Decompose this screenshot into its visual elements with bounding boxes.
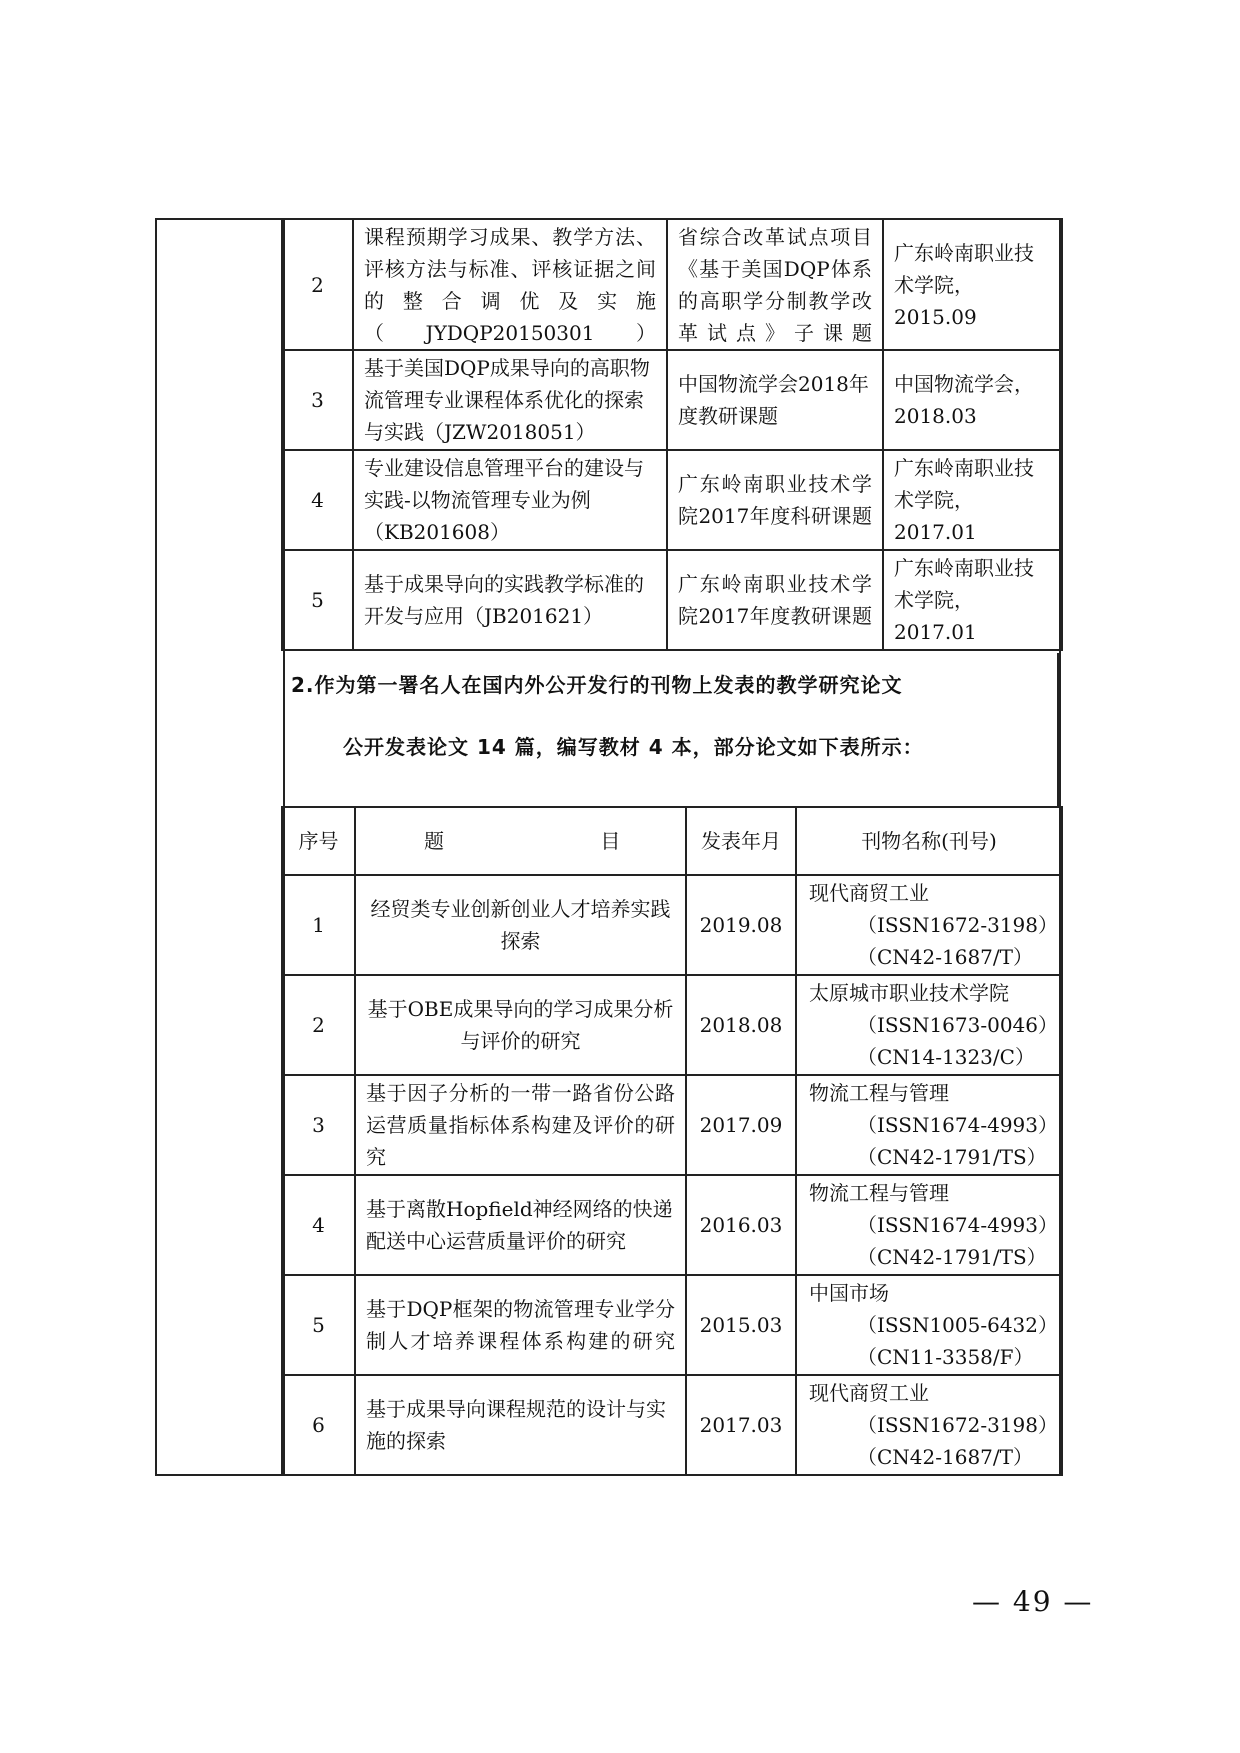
table-row: [282, 875, 1062, 975]
paper-date: 2017.09: [686, 1075, 796, 1175]
journal-name: 现代商贸工业: [809, 1381, 929, 1405]
project-title: 基于美国DQP成果导向的高职物流管理专业课程体系优化的探索与实践（JZW2018051）: [353, 350, 667, 450]
paper-no: 4: [282, 1175, 355, 1275]
section-heading: 2.作为第一署名人在国内外公开发行的刊物上发表的教学研究论文: [291, 673, 903, 697]
journal-issn: （ISSN1005-6432）: [857, 1313, 1059, 1337]
project-org-date: 中国物流学会，2018.03: [883, 350, 1062, 450]
paper-journal: [796, 1275, 1062, 1375]
paper-no: 2: [282, 975, 355, 1075]
journal-name: 中国市场: [809, 1281, 889, 1305]
papers-section: [283, 653, 1059, 806]
paper-title: 经贸类专业创新创业人才培养实践探索: [355, 875, 686, 975]
paper-date: 2016.03: [686, 1175, 796, 1275]
journal-issn: （ISSN1674-4993）: [857, 1113, 1059, 1137]
paper-date: 2017.03: [686, 1375, 796, 1475]
table-row: [282, 219, 1062, 350]
paper-journal: [796, 1375, 1062, 1475]
project-source: 中国物流学会2018年度教研课题: [667, 350, 883, 450]
table-row: [282, 1075, 1062, 1175]
paper-journal: [796, 1075, 1062, 1175]
paper-title: 基于DQP框架的物流管理专业学分制人才培养课程体系构建的研究: [355, 1275, 686, 1375]
journal-issn: （ISSN1672-3198）: [857, 913, 1059, 937]
project-no: 2: [282, 219, 353, 350]
paper-no: 5: [282, 1275, 355, 1375]
journal-cn: （CN14-1323/C）: [857, 1045, 1035, 1069]
paper-journal: [796, 875, 1062, 975]
paper-title: 基于离散Hopfield神经网络的快递配送中心运营质量评价的研究: [355, 1175, 686, 1275]
paper-date: 2019.08: [686, 875, 796, 975]
journal-cn: （CN42-1687/T）: [857, 1445, 1033, 1469]
paper-title: 基于OBE成果导向的学习成果分析与评价的研究: [355, 975, 686, 1075]
header-title-char-a: 题: [424, 829, 444, 853]
header-journal: 刊物名称(刊号): [796, 807, 1062, 875]
projects-table: [281, 218, 1063, 651]
header-title: [355, 807, 686, 875]
paper-journal: [796, 975, 1062, 1075]
journal-issn: （ISSN1674-4993）: [857, 1213, 1059, 1237]
journal-name: 物流工程与管理: [809, 1081, 949, 1105]
table-row: [282, 1175, 1062, 1275]
table-header-row: [282, 807, 1062, 875]
table-row: [282, 350, 1062, 450]
table-row: [282, 1375, 1062, 1475]
papers-table: [281, 806, 1063, 1476]
journal-cn: （CN11-3358/F）: [857, 1345, 1034, 1369]
paper-no: 1: [282, 875, 355, 975]
project-no: 5: [282, 550, 353, 650]
journal-issn: （ISSN1672-3198）: [857, 1413, 1059, 1437]
paper-title: 基于因子分析的一带一路省份公路运营质量指标体系构建及评价的研究: [355, 1075, 686, 1175]
table-row: [282, 550, 1062, 650]
table-row: [282, 975, 1062, 1075]
journal-cn: （CN42-1791/TS）: [857, 1145, 1047, 1169]
header-no: 序号: [282, 807, 355, 875]
journal-name: 现代商贸工业: [809, 881, 929, 905]
paper-no: 3: [282, 1075, 355, 1175]
header-title-char-b: 目: [600, 829, 621, 853]
project-source: 广东岭南职业技术学院2017年度科研课题: [667, 450, 883, 550]
journal-name: 物流工程与管理: [809, 1181, 949, 1205]
project-source: 省综合改革试点项目《基于美国DQP体系的高职学分制教学改革试点》子课题: [667, 219, 883, 350]
header-date: 发表年月: [686, 807, 796, 875]
table-row: [282, 450, 1062, 550]
project-no: 4: [282, 450, 353, 550]
table-row: [282, 1275, 1062, 1375]
project-title: 课程预期学习成果、教学方法、评核方法与标准、评核证据之间的整合调优及实施（JYDQP20150301）: [353, 219, 667, 350]
project-title: 专业建设信息管理平台的建设与实践-以物流管理专业为例（KB201608）: [353, 450, 667, 550]
project-org-date: 广东岭南职业技术学院，2017.01: [883, 550, 1062, 650]
project-source: 广东岭南职业技术学院2017年度教研课题: [667, 550, 883, 650]
project-no: 3: [282, 350, 353, 450]
journal-name: 太原城市职业技术学院: [809, 981, 1009, 1005]
journal-cn: （CN42-1687/T）: [857, 945, 1033, 969]
journal-cn: （CN42-1791/TS）: [857, 1245, 1047, 1269]
paper-date: 2015.03: [686, 1275, 796, 1375]
paper-no: 6: [282, 1375, 355, 1475]
project-org-date: 广东岭南职业技术学院，2017.01: [883, 450, 1062, 550]
project-org-date: 广东岭南职业技术学院，2015.09: [883, 219, 1062, 350]
page-number: — 49 —: [972, 1585, 1094, 1618]
journal-issn: （ISSN1673-0046）: [857, 1013, 1059, 1037]
paper-title: 基于成果导向课程规范的设计与实施的探索: [355, 1375, 686, 1475]
project-title: 基于成果导向的实践教学标准的开发与应用（JB201621）: [353, 550, 667, 650]
section-description: 公开发表论文 14 篇，编写教材 4 本，部分论文如下表所示：: [343, 735, 924, 759]
paper-date: 2018.08: [686, 975, 796, 1075]
paper-journal: [796, 1175, 1062, 1275]
